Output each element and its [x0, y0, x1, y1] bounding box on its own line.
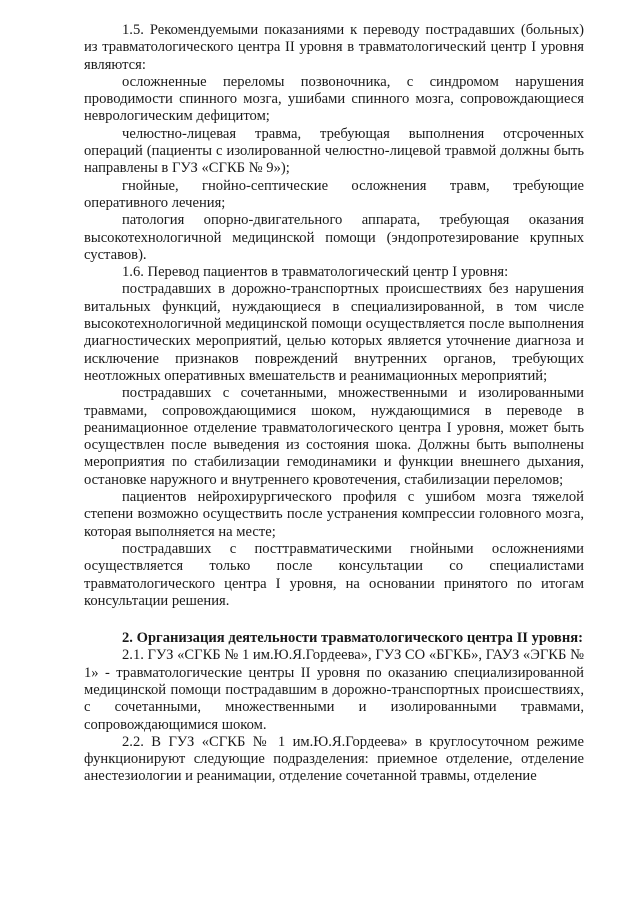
paragraph-traffic-victims: пострадавших в дорожно-транспортных происшествиях без нарушения витальных функций, нуждающиеся в специализированной, в том числе высокотехнологичной медицинской помощи осуществляется после выполнения диагностических мероприятий, целью которых является уточнение диагноза и исключение признаков повреждений внутренних органов, требующих неотложных оперативных вмешательств и реанимационных мероприятий; — [84, 281, 584, 384]
paragraph-neurosurgical: пациентов нейрохирургического профиля с ушибом мозга тяжелой степени возможно осуществить после устранения компрессии головного мозга, которая выполняется на месте; — [84, 489, 584, 540]
paragraph-spine-fractures: осложненные переломы позвоночника, с синдромом нарушения проводимости спинного мозга, ушибами спинного мозга, сопровождающиеся неврологическим дефицитом; — [84, 73, 584, 125]
section-gap — [84, 610, 584, 630]
paragraph-purulent: гнойные, гнойно-септические осложнения травм, требующие оперативного лечения; — [84, 177, 584, 211]
paragraph-1-5: 1.5. Рекомендуемыми показаниями к переводу пострадавших (больных) из травматологического центра II уровня в травматологический центр I уровня являются: — [84, 22, 584, 73]
paragraph-musculoskeletal: патология опорно-двигательного аппарата, требующая оказания высокотехнологичной медицинской помощи (эндопротезирование крупных суставов). — [84, 212, 584, 263]
section-2-heading: 2. Организация деятельности травматологического центра II уровня: — [122, 630, 583, 647]
paragraph-maxillofacial: челюстно-лицевая травма, требующая выполнения отсроченных операций (пациенты с изолированной челюстно-лицевой травмой должны быть направлены в ГУЗ «СГКБ № 9»); — [84, 125, 584, 177]
paragraph-2-1: 2.1. ГУЗ «СГКБ № 1 им.Ю.Я.Гордеева», ГУЗ СО «БГКБ», ГАУЗ «ЭГКБ № 1» - травматологические центры II уровня по оказанию специализированной медицинской помощи пострадавшим в дорожно-транспортных происшествиях, с сочетанными, множественными и изолированными травмами, сопровождающимися шоком. — [84, 647, 584, 733]
paragraph-2-2: 2.2. В ГУЗ «СГКБ № 1 им.Ю.Я.Гордеева» в круглосуточном режиме функционируют следующие подразделения: приемное отделение, отделение анестезиологии и реанимации, отделение сочетанной травмы, отделение — [84, 733, 584, 785]
paragraph-shock-victims: пострадавших с сочетанными, множественными и изолированными травмами, сопровождающимися шоком, нуждающимися в переводе в реанимационное отделение травматологического центра I уровня, может быть осуществлен после выведения из состояния шока. Должны быть выполнены мероприятия по стабилизации гемодинамики и функции внешнего дыхания, остановке наружного и внутреннего кровотечения, стабилизации переломов; — [84, 385, 584, 488]
paragraph-1-6: 1.6. Перевод пациентов в травматологический центр I уровня: — [122, 264, 509, 281]
paragraph-posttraumatic: пострадавших с посттравматическими гнойными осложнениями осуществляется только после консультации со специалистами травматологического центра I уровня, на основании принятого по итогам консультации решения. — [84, 540, 584, 609]
